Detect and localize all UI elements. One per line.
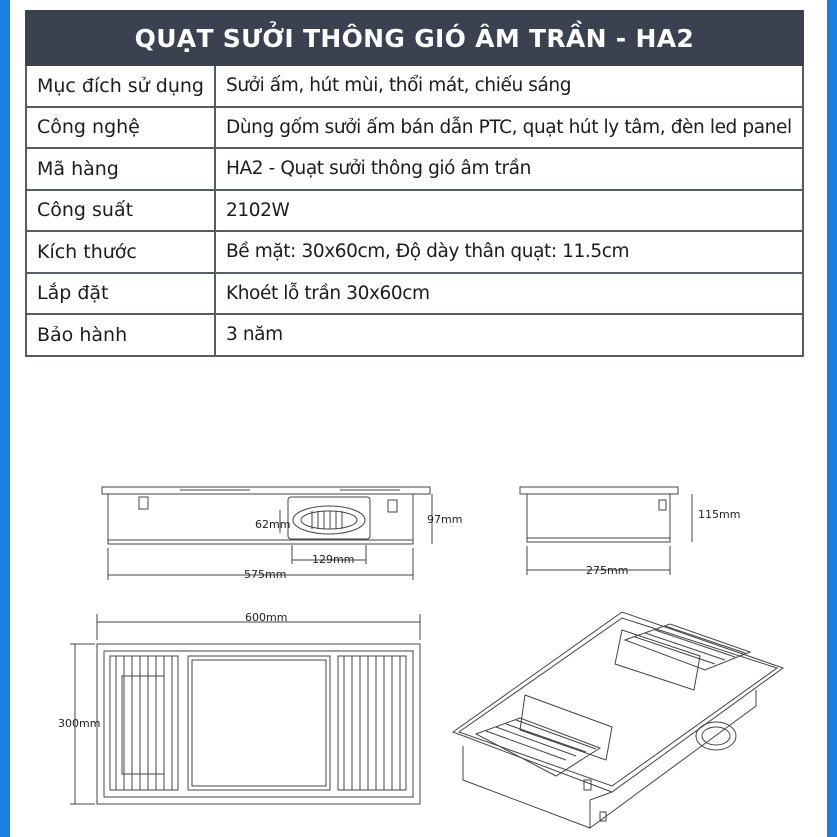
- top-width-label: 600mm: [245, 611, 288, 624]
- front-height-label: 62mm: [255, 518, 291, 531]
- spec-label: Kích thước: [26, 231, 215, 273]
- spec-value: 2102W: [215, 190, 803, 232]
- spec-label: Bảo hành: [26, 314, 215, 356]
- spec-label: Mục đích sử dụng: [26, 65, 215, 107]
- spec-label: Lắp đặt: [26, 273, 215, 315]
- spec-label: Mã hàng: [26, 148, 215, 190]
- isometric-view-drawing: [453, 612, 783, 828]
- spec-value: HA2 - Quạt sưởi thông gió âm trần: [215, 148, 803, 190]
- spec-value: 3 năm: [215, 314, 803, 356]
- spec-value: Sưởi ấm, hút mùi, thổi mát, chiếu sáng: [215, 65, 803, 107]
- spec-value: Dùng gốm sưởi ấm bán dẫn PTC, quạt hút ly tâm, đèn led panel: [215, 107, 803, 149]
- side-height-label: 115mm: [698, 508, 741, 521]
- top-height-label: 300mm: [58, 717, 101, 730]
- side-view-drawing: [520, 487, 692, 575]
- front-view-drawing: [102, 487, 432, 580]
- front-total-height-label: 97mm: [427, 513, 463, 526]
- table-title: QUẠT SƯỞI THÔNG GIÓ ÂM TRẦN - HA2: [26, 11, 803, 65]
- spec-label: Công suất: [26, 190, 215, 232]
- front-width-label: 575mm: [244, 568, 287, 581]
- spec-label: Công nghệ: [26, 107, 215, 149]
- spec-value: Khoét lỗ trần 30x60cm: [215, 273, 803, 315]
- side-width-label: 275mm: [586, 564, 629, 577]
- front-fan-width-label: 129mm: [312, 553, 355, 566]
- spec-value: Bề mặt: 30x60cm, Độ dày thân quạt: 11.5cm: [215, 231, 803, 273]
- top-view-drawing: [70, 614, 420, 804]
